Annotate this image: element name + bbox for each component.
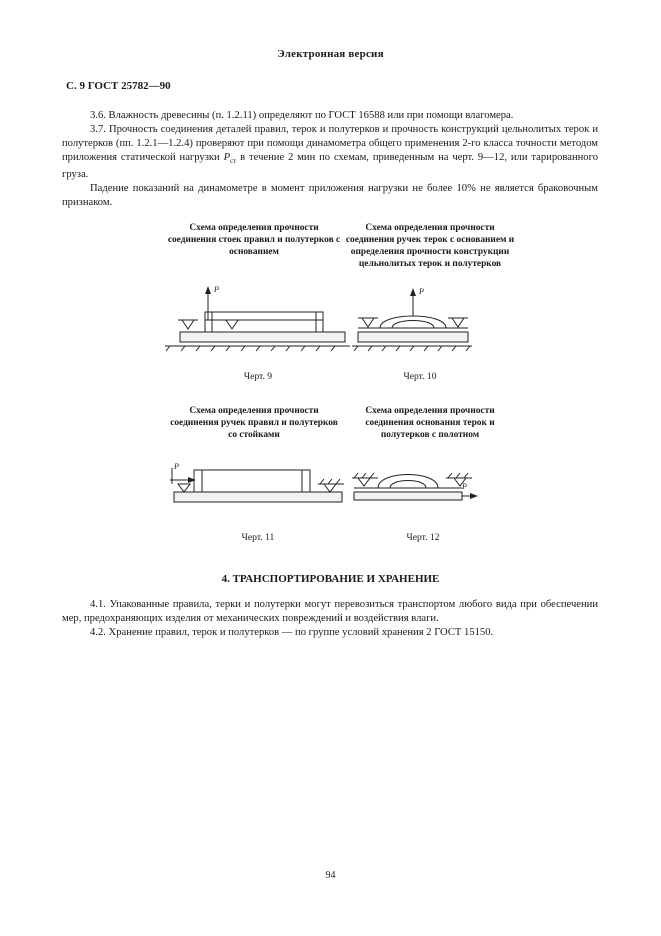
figure-12-blade bbox=[354, 492, 462, 500]
figure-9-caption: Схема определения прочности соединения стоек правил и полутерков с основанием bbox=[167, 223, 341, 257]
figure-10-diagram bbox=[350, 282, 475, 354]
figure-9-base bbox=[180, 332, 345, 342]
figure-12-caption: Схема определения прочности соединения основания терок и полутерков с полотном bbox=[365, 406, 495, 440]
page-number: 94 bbox=[325, 870, 336, 881]
figure-11-rule-body bbox=[194, 470, 310, 492]
paragraph-4-2: 4.2. Хранение правил, терок и полутерков — по группе условий хранения 2 ГОСТ 15150. bbox=[90, 627, 494, 638]
figure-10-support-left bbox=[362, 318, 374, 327]
figure-9-support-right bbox=[226, 320, 238, 329]
figure-12-support-left bbox=[358, 478, 370, 486]
load-symbol: P bbox=[223, 152, 231, 163]
figure-12-diagram bbox=[350, 458, 480, 513]
figure-9-label: Черт. 9 bbox=[243, 371, 273, 382]
figure-10-handle-inner bbox=[392, 321, 434, 329]
page-reference: С. 9 ГОСТ 25782—90 bbox=[66, 80, 171, 92]
figure-10-base bbox=[358, 332, 468, 342]
figure-10-support-right bbox=[452, 318, 464, 327]
figure-11-caption: Схема определения прочности соединения ручек правил и полутерков со стойками bbox=[170, 406, 338, 440]
figure-11-support-right bbox=[324, 484, 336, 492]
figure-10-label: Черт. 10 bbox=[403, 371, 437, 382]
figure-12-label: Черт. 12 bbox=[406, 532, 440, 543]
section4-text bbox=[62, 598, 598, 640]
figure-9-rule-body bbox=[205, 312, 323, 332]
section-4-title: 4. ТРАНСПОРТИРОВАНИЕ И ХРАНЕНИЕ bbox=[221, 573, 440, 585]
figure-12-handle-inner bbox=[390, 481, 426, 489]
figure-11-force-label: P bbox=[174, 462, 179, 471]
paragraph-4-1: 4.1. Упакованные правила, терки и полутерки могут перевозиться транспортом любого вида при обеспечении мер, предохраняющих изделия от механических повреждений и воздействия влаги. bbox=[62, 599, 598, 624]
figure-11-support-left bbox=[178, 484, 190, 492]
section3-text bbox=[62, 109, 598, 210]
figure-12-force-label: P bbox=[462, 482, 467, 491]
figure-9-diagram bbox=[160, 280, 355, 355]
paragraph-3-7 bbox=[62, 123, 598, 182]
figure-11-label: Черт. 11 bbox=[241, 532, 275, 543]
paragraph-3-7-part-b: в течение 2 мин по схемам, приведенным на черт. 9—12, или тарированного груза. bbox=[62, 152, 598, 181]
figure-11-diagram bbox=[168, 460, 348, 515]
figure-12-handle-outer bbox=[378, 475, 438, 489]
figure-12-top-hatch bbox=[352, 473, 472, 478]
document-header: Электронная версия bbox=[277, 48, 384, 60]
figure-9-support-left bbox=[182, 320, 194, 329]
figure-10-handle-outer bbox=[380, 316, 446, 328]
figure-10-floor-hatch bbox=[354, 346, 470, 351]
figure-9-floor-hatch bbox=[166, 346, 335, 351]
paragraph-3-7-part-a: 3.7. Прочность соединения деталей правил, терок и полутерков и прочность конструкций цельнолитых терок и полутерков (пп. 1.2.1—1.2.4) проверяют при помощи динамометра общего применения 2-го класса точности методом приложения статической нагрузки bbox=[62, 124, 598, 163]
figure-11-base bbox=[174, 492, 342, 502]
figure-10-force-label: P bbox=[419, 287, 424, 296]
figure-10-caption: Схема определения прочности соединения ручек терок с основанием и определения прочности конструкции цельнолитых терок и полутерков bbox=[345, 223, 515, 269]
load-subscript: ст bbox=[230, 157, 237, 166]
paragraph-3-8: Падение показаний на динамометре в момент приложения нагрузки не более 10% не является браковочным признаком. bbox=[62, 183, 598, 209]
figure-9-force-label: P bbox=[214, 285, 219, 294]
paragraph-3-6: 3.6. Влажность древесины (п. 1.2.11) определяют по ГОСТ 16588 или при помощи влагомера. bbox=[90, 110, 514, 121]
